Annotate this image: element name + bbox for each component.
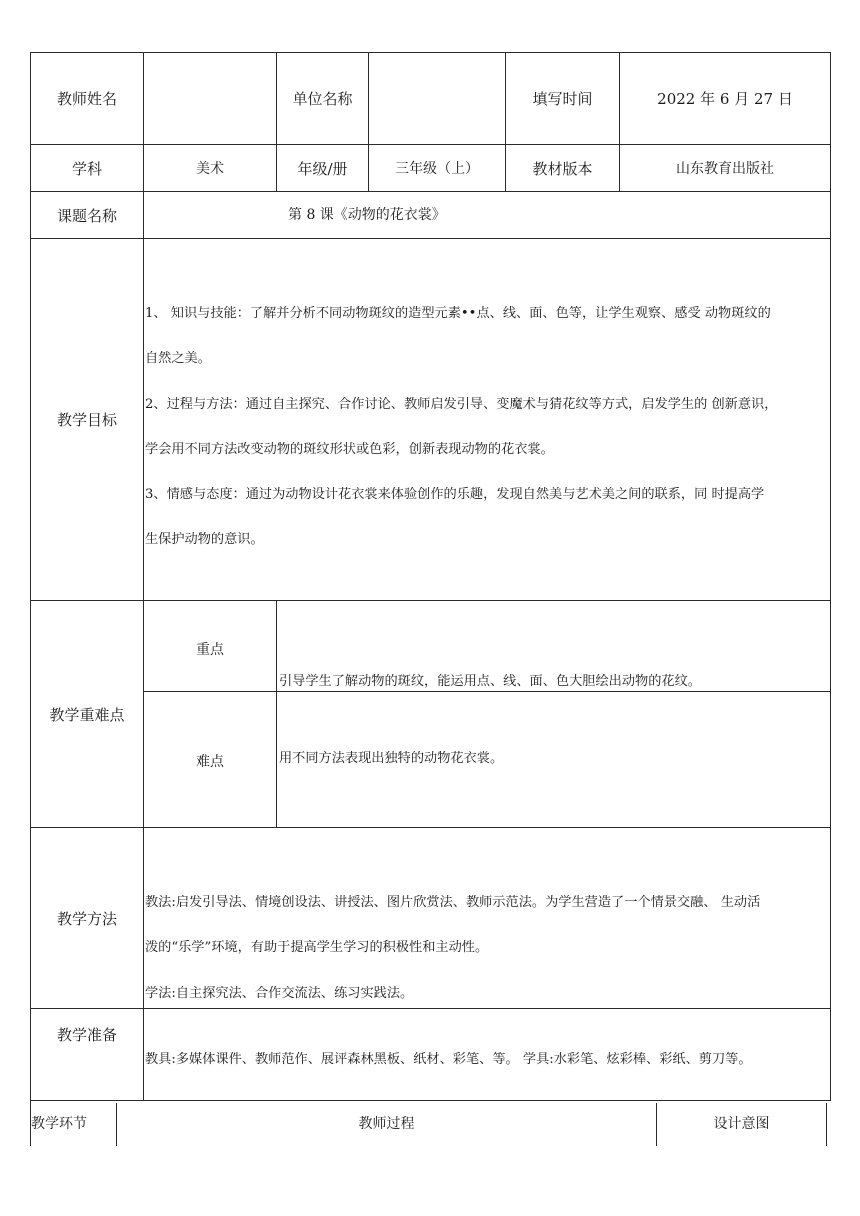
methods-line-1: 教法:启发引导法、情境创设法、讲授法、图片欣赏法、教师示范法。为学生营造了一个情景交融、 生动活 bbox=[145, 895, 761, 910]
teacher-name-label: 教师姓名 bbox=[56, 90, 117, 108]
methods-label: 教学方法 bbox=[56, 909, 117, 928]
textbook-label: 教材版本 bbox=[532, 159, 593, 178]
unit-name-label: 单位名称 bbox=[292, 90, 353, 108]
goals-label: 教学目标 bbox=[56, 411, 117, 429]
textbook-value: 山东教育出版社 bbox=[676, 161, 774, 177]
difficult-point-text: 用不同方法表现出独特的动物花衣裳。 bbox=[279, 751, 504, 766]
grade-label: 年级/册 bbox=[297, 159, 348, 178]
fill-time-label: 填写时间 bbox=[532, 90, 593, 108]
teacher-process-header: 教师过程 bbox=[358, 1116, 415, 1132]
table-line bbox=[143, 52, 144, 1100]
teacher-name-value bbox=[144, 53, 276, 144]
stage-header: 教学环节 bbox=[31, 1116, 87, 1132]
table-line bbox=[826, 1103, 827, 1146]
key-points-label: 教学重难点 bbox=[49, 705, 125, 724]
methods-line-2: 泼的“乐学”环境，有助于提高学生学习的积极性和主动性。 bbox=[145, 940, 489, 955]
topic-label: 课题名称 bbox=[56, 206, 117, 225]
fill-time-value: 2022 年 6 月 27 日 bbox=[657, 90, 793, 108]
grade-value: 三年级（上） bbox=[395, 161, 479, 177]
preparation-label: 教学准备 bbox=[56, 1025, 117, 1044]
difficult-point-label: 难点 bbox=[196, 754, 224, 770]
unit-name-value bbox=[369, 53, 505, 144]
topic-value: 第 8 课《动物的花衣裳》 bbox=[288, 207, 446, 223]
goals-line-6: 生保护动物的意识。 bbox=[145, 532, 264, 547]
goals-line-3: 2、过程与方法：通过自主探究、合作讨论、教师启发引导、变魔术与猜花纹等方式，启发学生的 创新意识， bbox=[145, 397, 778, 412]
key-point-text: 引导学生了解动物的斑纹，能运用点、线、面、色大胆绘出动物的花纹。 bbox=[279, 674, 701, 689]
subject-label: 学科 bbox=[71, 159, 102, 178]
table-line bbox=[276, 600, 277, 827]
methods-line-3: 学法:自主探究法、合作交流法、练习实践法。 bbox=[145, 986, 414, 1001]
goals-line-2: 自然之美。 bbox=[145, 351, 211, 366]
goals-line-5: 3、情感与态度：通过为动物设计花衣裳来体验创作的乐趣，发现自然美与艺术美之间的联系，同 时提高学 bbox=[145, 487, 765, 502]
subject-value: 美术 bbox=[196, 161, 224, 177]
key-point-label: 重点 bbox=[196, 642, 224, 658]
design-intent-header: 设计意图 bbox=[713, 1116, 770, 1132]
table-line bbox=[30, 238, 831, 239]
table-line bbox=[30, 1008, 831, 1009]
goals-line-1: 1、 知识与技能：了解并分析不同动物斑纹的造型元素••点、线、面、色等，让学生观察、感受 动物斑纹的 bbox=[145, 306, 771, 321]
table-line bbox=[30, 191, 831, 192]
preparation-text: 教具:多媒体课件、教师范作、展评森林黑板、纸材、彩笔、等。 学具:水彩笔、炫彩棒、彩纸、剪刀等。 bbox=[145, 1052, 752, 1067]
table-line bbox=[30, 827, 831, 828]
goals-line-4: 学会用不同方法改变动物的斑纹形状或色彩，创新表现动物的花衣裳。 bbox=[145, 442, 554, 457]
table-line bbox=[30, 1100, 831, 1101]
